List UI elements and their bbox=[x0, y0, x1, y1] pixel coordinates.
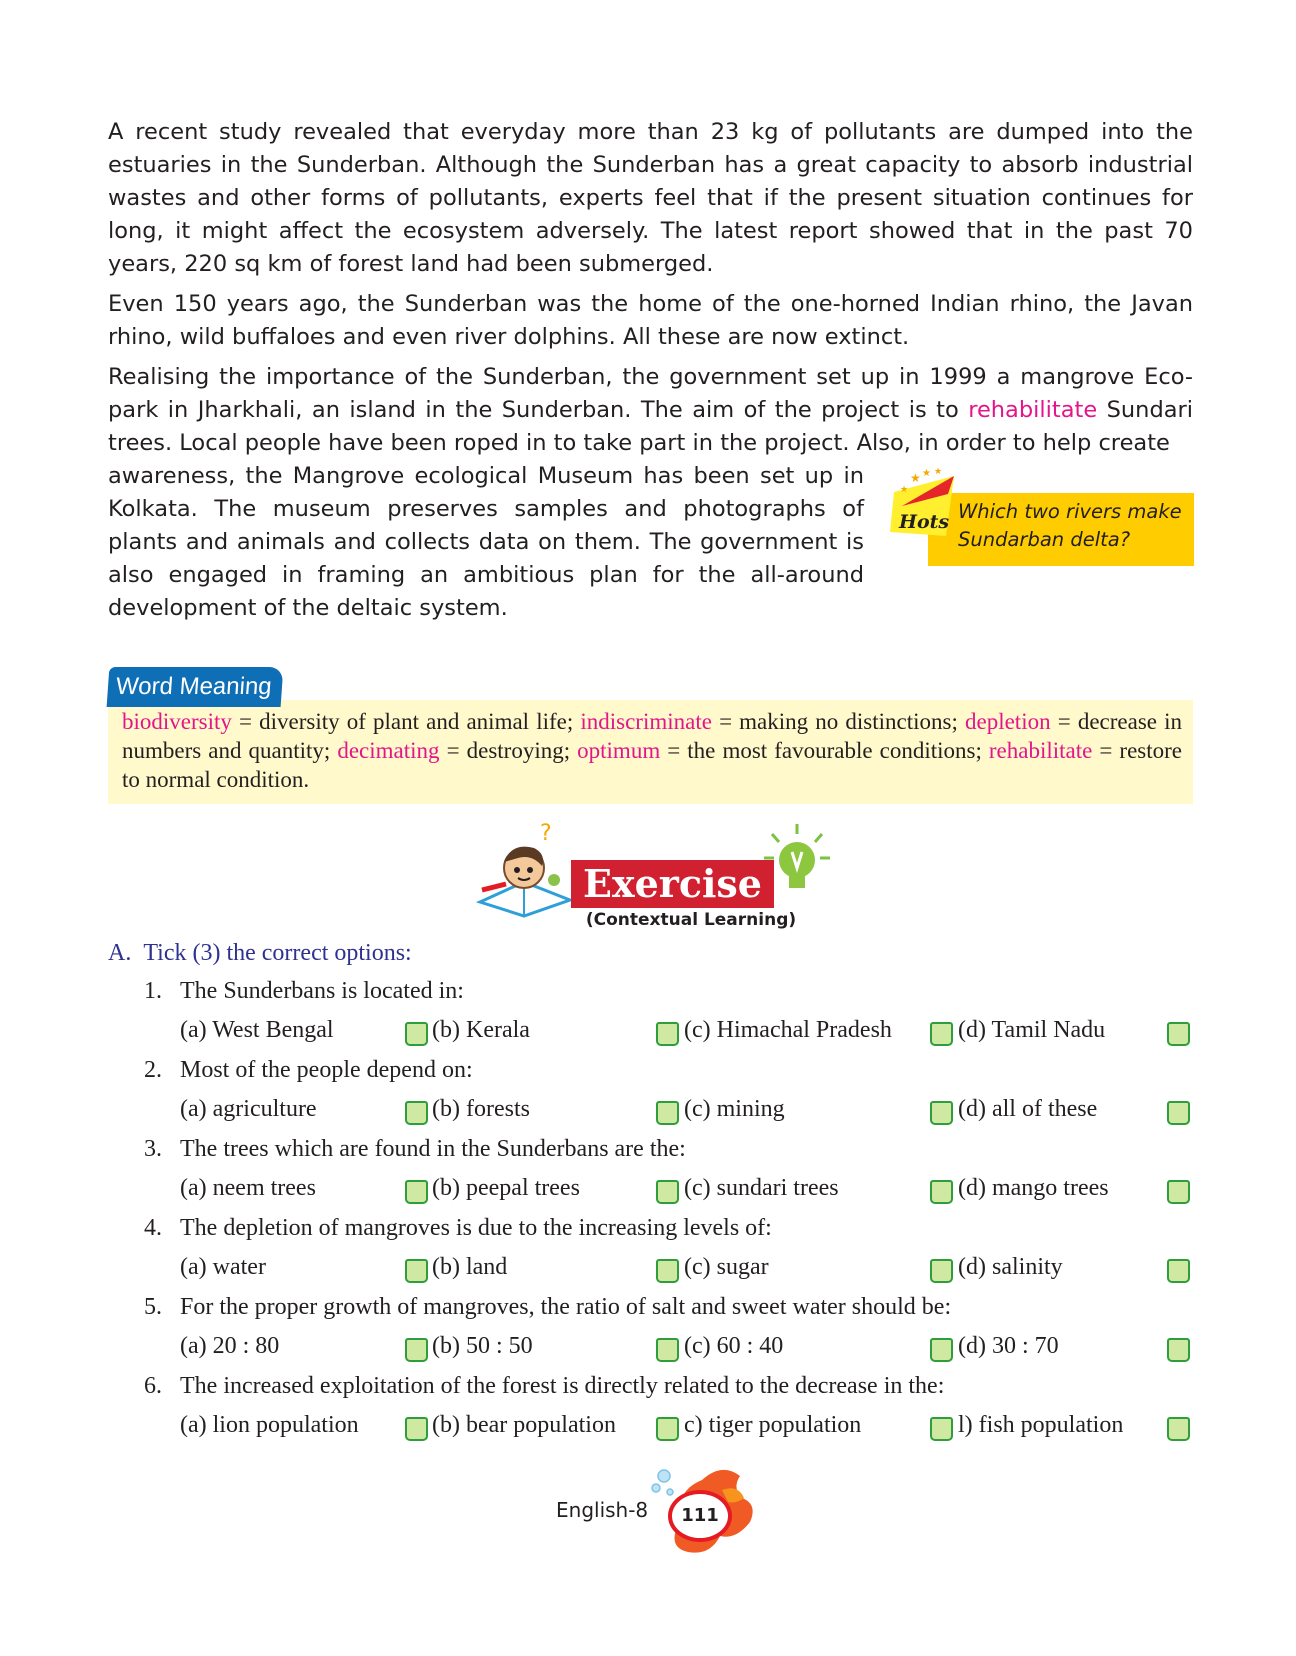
lightbulb-icon bbox=[762, 822, 832, 902]
hots-question: Which two rivers make Sundarban delta? bbox=[958, 500, 1182, 551]
option-b: (b) land bbox=[432, 1254, 508, 1280]
checkbox[interactable] bbox=[656, 1338, 679, 1362]
section-a-heading: A. Tick (3) the correct options: bbox=[108, 940, 412, 966]
glossary-meaning: = diversity of plant and animal life; bbox=[231, 709, 581, 734]
checkbox[interactable] bbox=[656, 1022, 679, 1046]
glossary-word: optimum bbox=[577, 738, 661, 763]
word-meaning-title: Word Meaning bbox=[107, 667, 283, 707]
word-meaning-list bbox=[122, 707, 1182, 794]
option-c: (c) Himachal Pradesh bbox=[684, 1017, 892, 1043]
checkbox[interactable] bbox=[930, 1338, 953, 1362]
question-4 bbox=[144, 1215, 772, 1242]
glossary-meaning: = decrease in numbers and quantity; bbox=[122, 709, 1182, 763]
option-b: (b) forests bbox=[432, 1096, 530, 1122]
svg-text:?: ? bbox=[540, 821, 552, 846]
checkbox[interactable] bbox=[405, 1417, 428, 1441]
option-c: c) tiger population bbox=[684, 1412, 862, 1438]
glossary-word: decimating bbox=[337, 738, 440, 763]
option-c: (c) mining bbox=[684, 1096, 785, 1122]
svg-text:★: ★ bbox=[934, 466, 943, 476]
option-b: (b) bear population bbox=[432, 1412, 616, 1438]
checkbox[interactable] bbox=[405, 1180, 428, 1204]
question-number: 6. bbox=[144, 1373, 162, 1399]
glossary-meaning: = the most favourable conditions; bbox=[660, 738, 989, 763]
exercise-subtitle: (Contextual Learning) bbox=[585, 910, 797, 930]
paragraph-1: A recent study revealed that everyday more than 23 kg of pollutants are dumped into the estuaries in the Sunderban. Although the Sunderban has a great capacity to absorb industrial wastes and other forms of pollutants, experts feel that if the present situation continues for long, it might affect the ecosystem adversely. The latest report showed that in the past 70 years, 220 sq km of forest land had been submerged. bbox=[108, 119, 1193, 277]
question-text: The increased exploitation of the forest is directly related to the decrease in the: bbox=[180, 1373, 945, 1399]
question-text: The trees which are found in the Sunderbans are the: bbox=[180, 1136, 686, 1162]
paragraph-2: Even 150 years ago, the Sunderban was the home of the one-horned Indian rhino, the Javan rhino, wild buffaloes and even river dolphins. All these are now extinct. bbox=[108, 291, 1193, 350]
svg-text:★: ★ bbox=[910, 471, 921, 485]
book-title: English-8 bbox=[556, 1498, 649, 1522]
question-number: 5. bbox=[144, 1294, 162, 1320]
checkbox[interactable] bbox=[405, 1022, 428, 1046]
glossary-word: depletion bbox=[965, 709, 1051, 734]
option-b: (b) 50 : 50 bbox=[432, 1333, 533, 1359]
hots-label: Hots bbox=[899, 511, 950, 533]
checkbox[interactable] bbox=[656, 1101, 679, 1125]
checkbox[interactable] bbox=[930, 1259, 953, 1283]
question-text: For the proper growth of mangroves, the ratio of salt and sweet water should be: bbox=[180, 1294, 952, 1320]
glossary-word: indiscriminate bbox=[580, 709, 712, 734]
svg-text:★: ★ bbox=[922, 468, 931, 479]
option-d: (d) Tamil Nadu bbox=[958, 1017, 1106, 1043]
student-reading-icon bbox=[462, 820, 582, 920]
checkbox[interactable] bbox=[930, 1101, 953, 1125]
checkbox[interactable] bbox=[656, 1259, 679, 1283]
hots-callout bbox=[888, 466, 1194, 566]
option-a: (a) 20 : 80 bbox=[180, 1333, 280, 1359]
checkbox[interactable] bbox=[930, 1417, 953, 1441]
paragraph-3-text-b: Sundari trees. Local people have been roped in to take part in the project. Also, in order to help create bbox=[108, 397, 1194, 456]
exercise-title: Exercise bbox=[571, 860, 774, 908]
checkbox[interactable] bbox=[930, 1180, 953, 1204]
checkbox[interactable] bbox=[405, 1338, 428, 1362]
question-2 bbox=[144, 1057, 473, 1084]
glossary-meaning: = destroying; bbox=[439, 738, 578, 763]
checkbox[interactable] bbox=[656, 1180, 679, 1204]
page-number: 111 bbox=[668, 1490, 732, 1542]
checkbox[interactable] bbox=[405, 1101, 428, 1125]
paragraph-3-continued: awareness, the Mangrove ecological Museum has been set up in Kolkata. The museum preserves samples and photographs of plants and animals and collects data on them. The government is also engaged in framing an ambitious plan for the all-around development of the deltaic system. bbox=[108, 463, 864, 621]
checkbox[interactable] bbox=[656, 1417, 679, 1441]
option-c: (c) 60 : 40 bbox=[684, 1333, 784, 1359]
glossary-meaning: = making no distinctions; bbox=[711, 709, 965, 734]
checkbox[interactable] bbox=[405, 1259, 428, 1283]
glossary-meaning: = restore to normal condition. bbox=[122, 738, 1182, 792]
checkbox[interactable] bbox=[930, 1022, 953, 1046]
option-a: (a) water bbox=[180, 1254, 266, 1280]
option-d: (d) salinity bbox=[958, 1254, 1063, 1280]
question-1 bbox=[144, 978, 464, 1005]
glossary-word: biodiversity bbox=[122, 709, 232, 734]
checkbox[interactable] bbox=[1167, 1180, 1190, 1204]
question-6 bbox=[144, 1373, 944, 1400]
option-d: (d) mango trees bbox=[958, 1175, 1109, 1201]
paragraph-3 bbox=[108, 361, 1193, 460]
paragraph-3-text-a: Realising the importance of the Sunderban, the government set up in 1999 a mangrove Eco-park in Jharkhali, an island in the Sunderban. The aim of the project is to bbox=[108, 364, 1193, 423]
question-number: 2. bbox=[144, 1057, 162, 1083]
question-text: Most of the people depend on: bbox=[180, 1057, 473, 1083]
option-c: (c) sundari trees bbox=[684, 1175, 839, 1201]
option-a: (a) West Bengal bbox=[180, 1017, 334, 1043]
checkbox[interactable] bbox=[1167, 1338, 1190, 1362]
glossary-word: rehabilitate bbox=[988, 738, 1093, 763]
option-d: l) fish population bbox=[958, 1412, 1124, 1438]
option-a: (a) lion population bbox=[180, 1412, 359, 1438]
question-5 bbox=[144, 1294, 951, 1321]
highlight-word-rehabilitate: rehabilitate bbox=[968, 397, 1098, 423]
question-text: The Sunderbans is located in: bbox=[180, 978, 464, 1004]
checkbox[interactable] bbox=[1167, 1417, 1190, 1441]
option-a: (a) agriculture bbox=[180, 1096, 317, 1122]
question-3 bbox=[144, 1136, 686, 1163]
question-number: 1. bbox=[144, 978, 162, 1004]
checkbox[interactable] bbox=[1167, 1022, 1190, 1046]
question-text: The depletion of mangroves is due to the increasing levels of: bbox=[180, 1215, 772, 1241]
option-a: (a) neem trees bbox=[180, 1175, 316, 1201]
question-number: 4. bbox=[144, 1215, 162, 1241]
checkbox[interactable] bbox=[1167, 1101, 1190, 1125]
checkbox[interactable] bbox=[1167, 1259, 1190, 1283]
option-d: (d) all of these bbox=[958, 1096, 1098, 1122]
option-d: (d) 30 : 70 bbox=[958, 1333, 1059, 1359]
option-b: (b) peepal trees bbox=[432, 1175, 580, 1201]
option-b: (b) Kerala bbox=[432, 1017, 530, 1043]
option-c: (c) sugar bbox=[684, 1254, 769, 1280]
question-number: 3. bbox=[144, 1136, 162, 1162]
svg-text:★: ★ bbox=[900, 484, 909, 494]
